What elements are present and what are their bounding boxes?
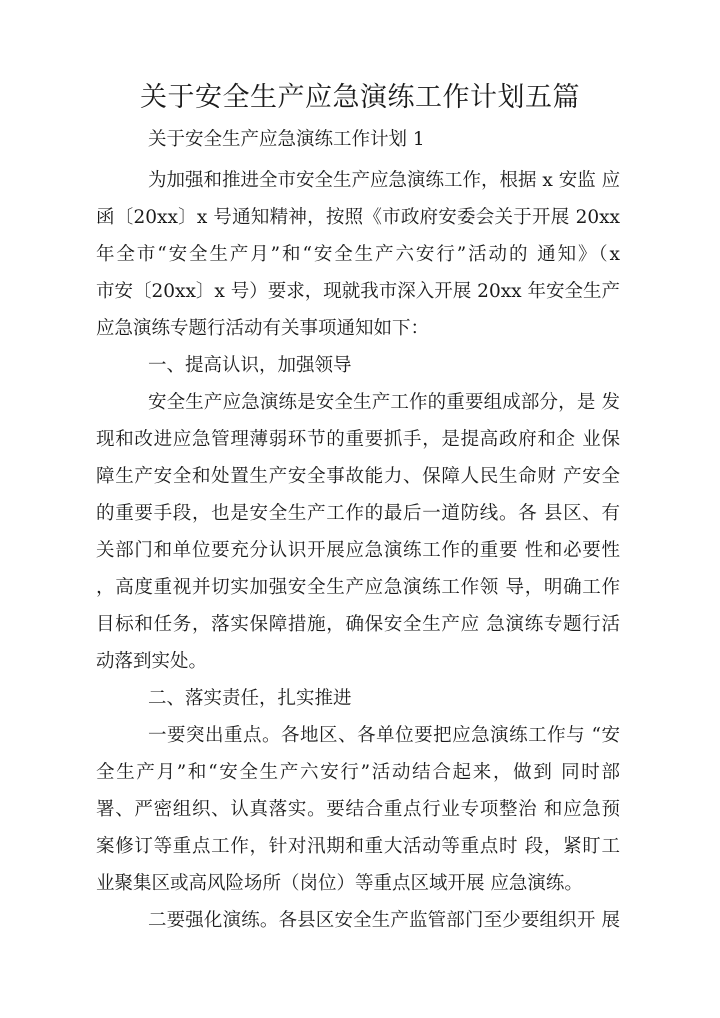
- paragraph-line: 目标和任务，落实保障措施，确保安全生产应 急演练专题行活: [96, 614, 620, 635]
- paragraph-line: ，高度重视并切实加强安全生产应急演练工作领 导，明确工作: [96, 577, 620, 598]
- paragraph-line: 年全市“安全生产月”和“安全生产六安行”活动的 通知》（x: [96, 244, 620, 265]
- document-title: 关于安全生产应急演练工作计划五篇: [140, 82, 580, 113]
- section-heading: 二、落实责任，扎实推进: [148, 688, 352, 709]
- paragraph-line: 全生产月”和“安全生产六安行”活动结合起来，做到 同时部: [96, 762, 620, 783]
- paragraph-line: 应急演练专题行活动有关事项通知如下：: [96, 318, 430, 339]
- paragraph-line: 一要突出重点。各地区、各单位要把应急演练工作与 “安: [148, 725, 620, 746]
- paragraph-line: 障生产安全和处置生产安全事故能力、保障人民生命财 产安全: [96, 466, 620, 487]
- document-subtitle: 关于安全生产应急演练工作计划 1: [148, 129, 425, 150]
- paragraph-line: 二要强化演练。各县区安全生产监管部门至少要组织开 展: [148, 910, 620, 931]
- section-heading: 一、提高认识，加强领导: [148, 355, 352, 376]
- paragraph-line: 动落到实处。: [96, 651, 208, 672]
- paragraph-line: 现和改进应急管理薄弱环节的重要抓手，是提高政府和企 业保: [96, 429, 620, 450]
- paragraph-line: 市安〔20xx〕x 号）要求，现就我市深入开展 20xx 年安全生产: [96, 281, 620, 302]
- paragraph-line: 署、严密组织、认真落实。要结合重点行业专项整治 和应急预: [96, 799, 620, 820]
- paragraph-line: 为加强和推进全市安全生产应急演练工作，根据 x 安监 应: [148, 170, 621, 191]
- paragraph-line: 关部门和单位要充分认识开展应急演练工作的重要 性和必要性: [96, 540, 620, 561]
- paragraph-line: 案修订等重点工作，针对汛期和重大活动等重点时 段，紧盯工: [96, 836, 620, 857]
- paragraph-line: 业聚集区或高风险场所（岗位）等重点区域开展 应急演练。: [96, 873, 583, 894]
- paragraph-line: 安全生产应急演练是安全生产工作的重要组成部分，是 发: [148, 392, 620, 413]
- paragraph-line: 函〔20xx〕x 号通知精神，按照《市政府安委会关于开展 20xx: [96, 207, 620, 228]
- paragraph-line: 的重要手段，也是安全生产工作的最后一道防线。各 县区、有: [96, 503, 620, 524]
